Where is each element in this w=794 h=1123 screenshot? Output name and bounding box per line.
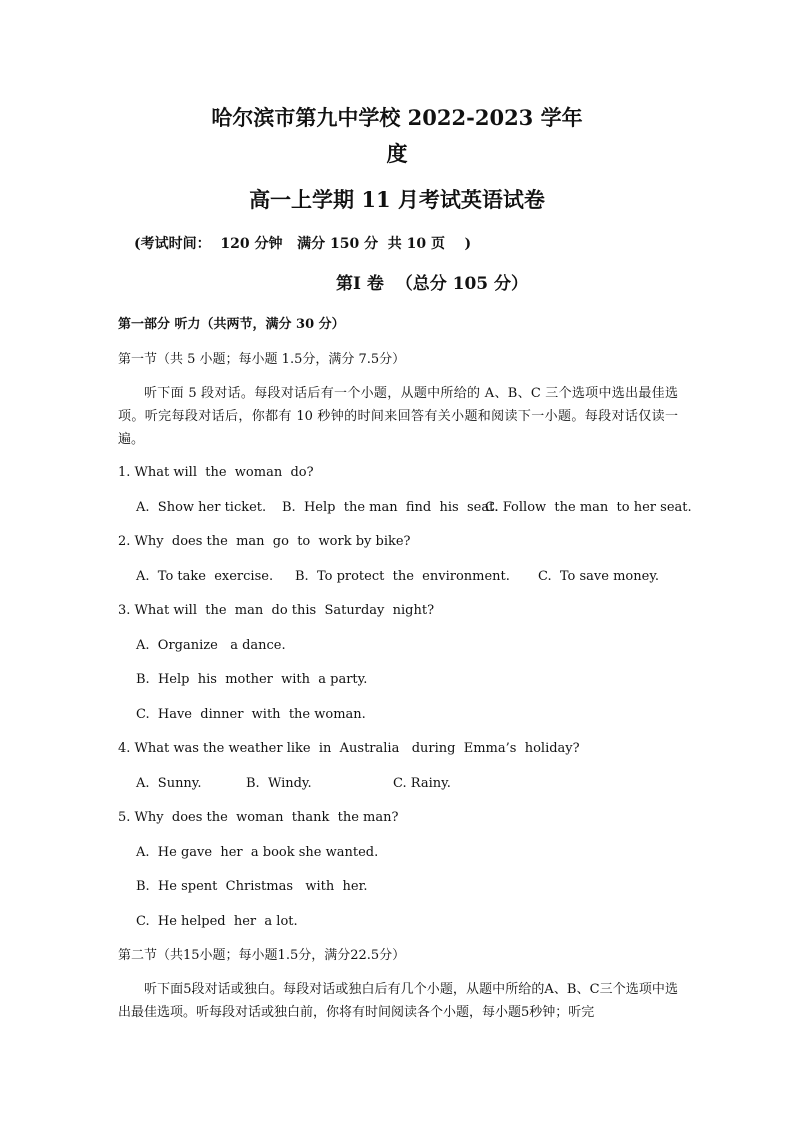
school-title-continued: 度 — [386, 141, 408, 166]
option-c: C. Have dinner with the woman. — [136, 707, 366, 722]
volume-heading: 第Ⅰ 卷 （总分 105 分） — [335, 274, 529, 294]
section2-instructions: 听下面5段对话或独白。每段对话或独白后有几个小题，从题中所给的A、B、C三个选项中选出最佳选项。听每段对话或独白前，你将有时间阅读各个小题，每小题5秒钟；听完 — [118, 982, 678, 1020]
section1-title: 第一节（共 5 小题；每小题 1.5分，满分 7.5分） — [118, 352, 406, 367]
school-title: 哈尔滨市第九中学校 2022-2023 学年 — [211, 105, 583, 130]
question-stem: 3. What will the man do this Saturday night? — [118, 603, 435, 618]
option-c: C. Follow the man to her seat. — [485, 500, 692, 515]
option-c: C. To save money. — [538, 569, 660, 584]
option-b: B. Help his mother with a party. — [136, 672, 368, 687]
option-b: B. Windy. — [246, 776, 312, 791]
listening-section-title: 第一部分 听力（共两节，满分 30 分） — [118, 317, 345, 332]
question-stem: 4. What was the weather like in Australia during Emma’s holiday? — [118, 741, 580, 756]
exam-info: (考试时间： 120 分钟 满分 150 分 共 10 页 ) — [134, 236, 472, 252]
question-stem: 2. Why does the man go to work by bike? — [118, 534, 411, 549]
exam-title: 高一上学期 11 月考试英语试卷 — [249, 187, 545, 212]
option-c: C. Rainy. — [393, 776, 451, 791]
section1-instructions: 听下面 5 段对话。每段对话后有一个小题，从题中所给的 A、B、C 三个选项中选出最佳选项。听完每段对话后，你都有 10 秒钟的时间来回答有关小题和阅读下一小题。每段对话仅读一遍。 — [118, 386, 678, 447]
option-c: C. He helped her a lot. — [136, 914, 298, 929]
option-b: B. He spent Christmas with her. — [136, 879, 368, 894]
option-a: A. Show her ticket. — [136, 500, 267, 515]
option-a: A. Sunny. — [136, 776, 202, 791]
option-a: A. He gave her a book she wanted. — [136, 845, 379, 860]
option-a: A. Organize a dance. — [136, 638, 286, 653]
option-a: A. To take exercise. — [136, 569, 274, 584]
option-b: B. To protect the environment. — [295, 569, 510, 584]
question-stem: 5. Why does the woman thank the man? — [118, 810, 399, 825]
option-b: B. Help the man find his seat. — [282, 500, 499, 515]
section2-title: 第二节（共15小题；每小题1.5分，满分22.5分） — [118, 948, 406, 963]
question-stem: 1. What will the woman do? — [118, 465, 314, 480]
